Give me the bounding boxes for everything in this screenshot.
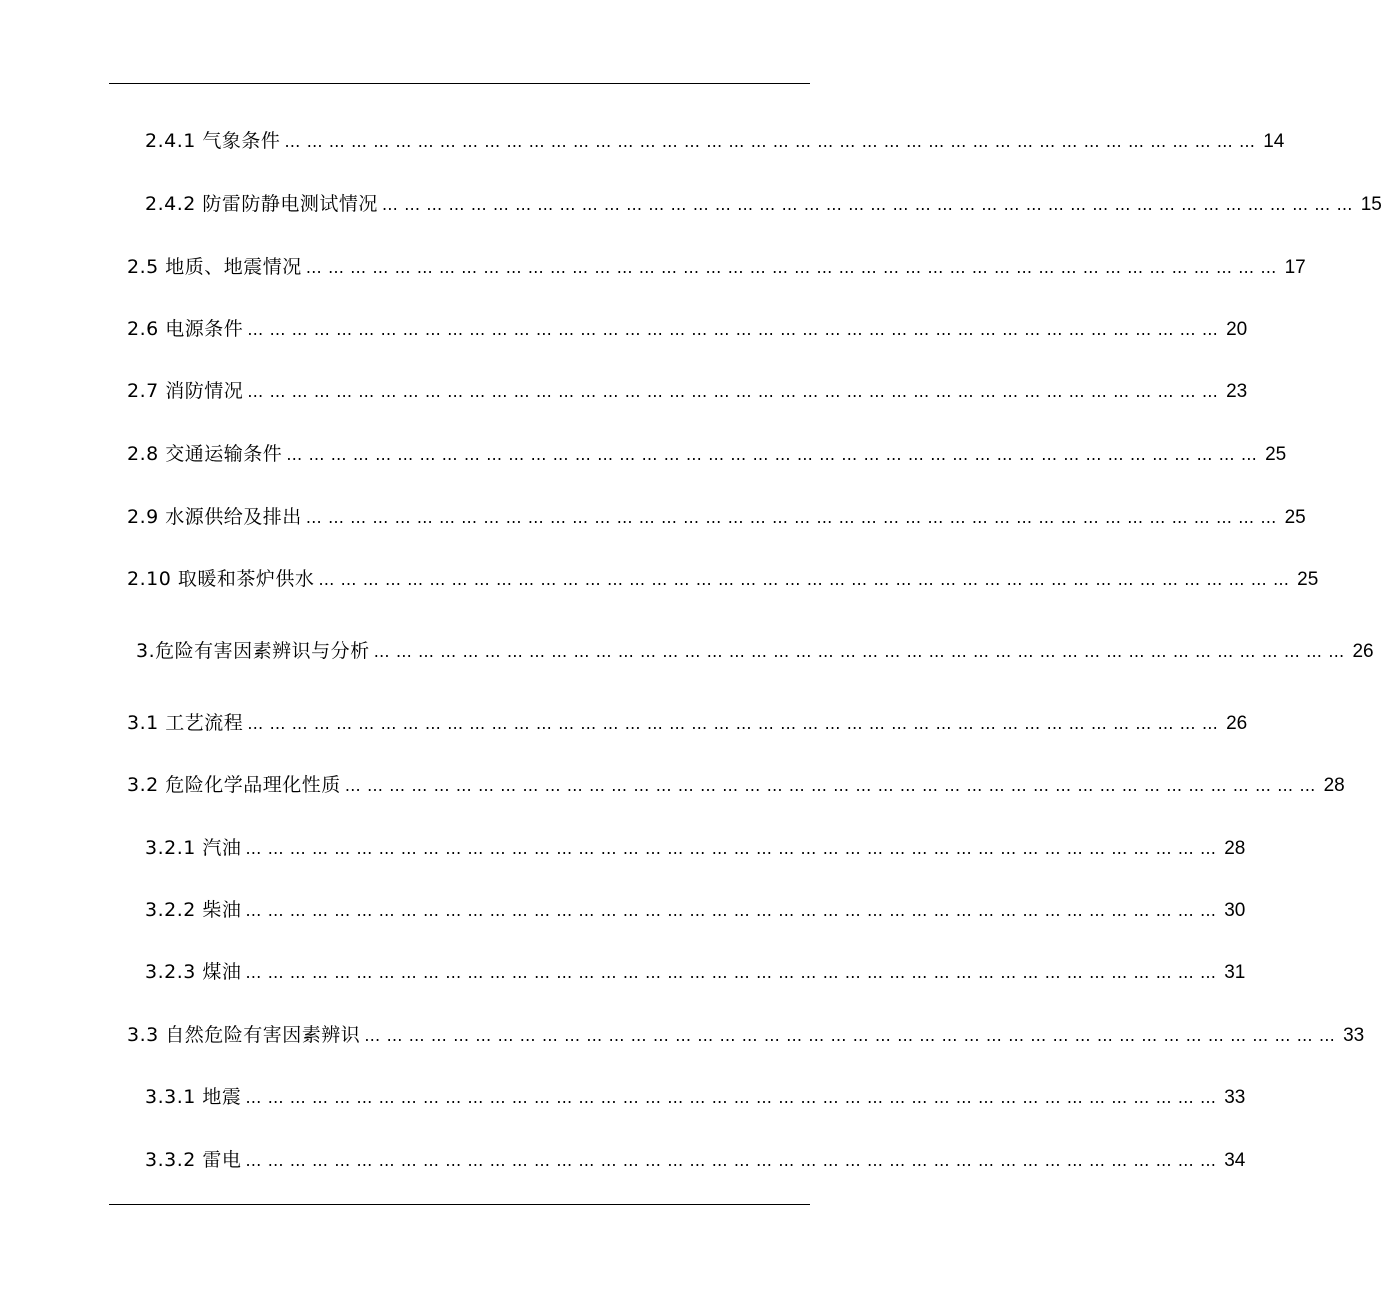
toc-entry-page: 28 xyxy=(1323,775,1345,796)
toc-entry[interactable] xyxy=(127,771,1345,799)
toc-entry-label: 2.9 水源供给及排出 xyxy=(127,506,302,528)
toc-dot-leader: …………………………………………………………………………………………………………………… xyxy=(318,570,1296,589)
toc-entry-page: 31 xyxy=(1224,962,1246,983)
toc-dot-leader: …………………………………………………………………………………………………………………… xyxy=(245,1088,1223,1107)
toc-dot-leader: …………………………………………………………………………………………………………………… xyxy=(247,320,1225,339)
toc-entry-label: 3.2.3 煤油 xyxy=(145,961,242,983)
toc-entry-page: 26 xyxy=(1226,713,1248,734)
toc-entry-label: 3.危险有害因素辨识与分析 xyxy=(136,640,370,662)
toc-dot-leader: …………………………………………………………………………………………………………………… xyxy=(245,963,1223,982)
toc-entry-label: 3.2 危险化学品理化性质 xyxy=(127,774,341,796)
toc-entry-label: 3.2.1 汽油 xyxy=(145,837,242,859)
toc-dot-leader: …………………………………………………………………………………………………………………… xyxy=(245,901,1223,920)
toc-entry[interactable] xyxy=(127,709,1248,737)
toc-entry-page: 26 xyxy=(1352,641,1374,662)
toc-entry-label: 3.3 自然危险有害因素辨识 xyxy=(127,1024,361,1046)
toc-entry[interactable] xyxy=(145,1083,1246,1111)
toc-entry-page: 14 xyxy=(1263,131,1285,152)
toc-dot-leader: …………………………………………………………………………………………………………………… xyxy=(247,382,1225,401)
toc-entry[interactable] xyxy=(127,377,1248,405)
toc-entry-label: 2.10 取暖和茶炉供水 xyxy=(127,568,315,590)
toc-entry-label: 3.3.2 雷电 xyxy=(145,1149,242,1171)
toc-entry[interactable] xyxy=(145,190,1382,218)
toc-entry[interactable] xyxy=(127,253,1306,281)
toc-entry-label: 3.3.1 地震 xyxy=(145,1086,242,1108)
toc-entry-page: 33 xyxy=(1224,1087,1246,1108)
toc-entry-label: 2.5 地质、地震情况 xyxy=(127,256,302,278)
toc-entry[interactable] xyxy=(127,440,1287,468)
toc-dot-leader: …………………………………………………………………………………………………………………… xyxy=(284,132,1262,151)
toc-entry-page: 34 xyxy=(1224,1150,1246,1171)
toc-entry-page: 33 xyxy=(1343,1025,1365,1046)
toc-entry[interactable] xyxy=(145,834,1246,862)
toc-entry[interactable] xyxy=(145,127,1285,155)
toc-dot-leader: …………………………………………………………………………………………………………………… xyxy=(245,839,1223,858)
toc-dot-leader: …………………………………………………………………………………………………………………… xyxy=(245,1151,1223,1170)
toc-entry-label: 3.2.2 柴油 xyxy=(145,899,242,921)
toc-entry[interactable] xyxy=(136,637,1374,665)
toc-entry[interactable] xyxy=(127,315,1248,343)
toc-entry-label: 2.7 消防情况 xyxy=(127,380,244,402)
footer-rule xyxy=(109,1204,810,1205)
toc-entry-page: 20 xyxy=(1226,319,1248,340)
toc-entry-label: 3.1 工艺流程 xyxy=(127,712,244,734)
toc-dot-leader: …………………………………………………………………………………………………………………… xyxy=(373,642,1351,661)
toc-dot-leader: …………………………………………………………………………………………………………………… xyxy=(286,445,1264,464)
toc-dot-leader: …………………………………………………………………………………………………………………… xyxy=(344,776,1322,795)
toc-entry[interactable] xyxy=(145,896,1246,924)
toc-entry[interactable] xyxy=(145,1146,1246,1174)
toc-entry[interactable] xyxy=(127,1021,1365,1049)
toc-entry[interactable] xyxy=(127,503,1306,531)
toc-dot-leader: …………………………………………………………………………………………………………………… xyxy=(247,714,1225,733)
toc-dot-leader: …………………………………………………………………………………………………………………… xyxy=(305,508,1283,527)
toc-entry-page: 25 xyxy=(1297,569,1319,590)
toc-entry-label: 2.8 交通运输条件 xyxy=(127,443,283,465)
toc-entry-label: 2.6 电源条件 xyxy=(127,318,244,340)
toc-entry-label: 2.4.1 气象条件 xyxy=(145,130,281,152)
toc-entry-page: 28 xyxy=(1224,838,1246,859)
toc-entry[interactable] xyxy=(145,958,1246,986)
toc-dot-leader: …………………………………………………………………………………………………………………… xyxy=(364,1026,1342,1045)
toc-entry[interactable] xyxy=(127,565,1319,593)
toc-entry-page: 23 xyxy=(1226,381,1248,402)
toc-entry-label: 2.4.2 防雷防静电测试情况 xyxy=(145,193,378,215)
toc-dot-leader: …………………………………………………………………………………………………………………… xyxy=(381,195,1359,214)
toc-entry-page: 30 xyxy=(1224,900,1246,921)
toc-dot-leader: …………………………………………………………………………………………………………………… xyxy=(305,258,1283,277)
toc-entry-page: 25 xyxy=(1265,444,1287,465)
toc-entry-page: 15 xyxy=(1360,194,1382,215)
toc-entry-page: 17 xyxy=(1284,257,1306,278)
toc-entry-page: 25 xyxy=(1284,507,1306,528)
